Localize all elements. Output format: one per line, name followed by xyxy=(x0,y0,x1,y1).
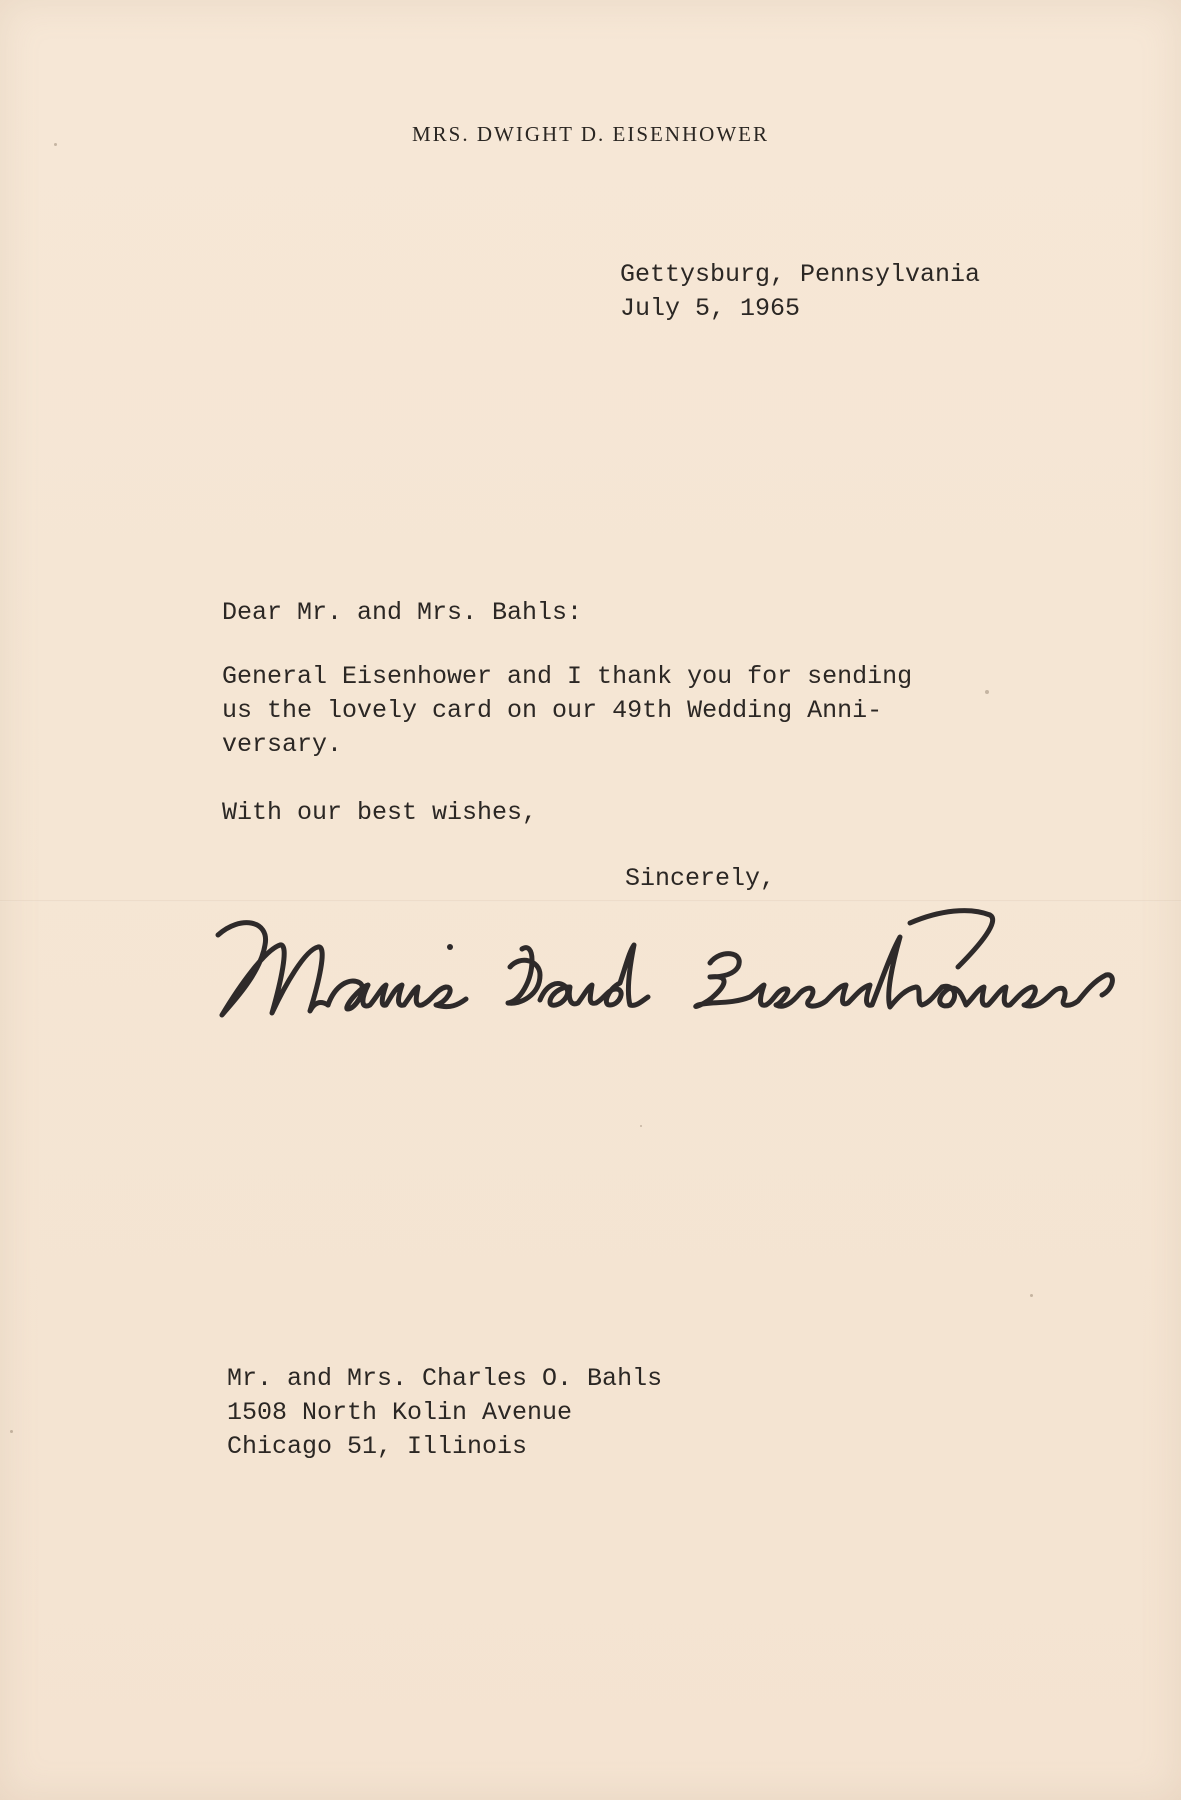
paper-fold-line xyxy=(0,900,1181,902)
place-date-block xyxy=(620,258,980,326)
place-line: Gettysburg, Pennsylvania xyxy=(620,260,981,289)
paper-speck xyxy=(1030,1294,1033,1297)
paper-speck xyxy=(985,690,989,694)
handwritten-signature xyxy=(210,905,1130,1035)
salutation: Dear Mr. and Mrs. Bahls: xyxy=(222,598,583,627)
paper-speck xyxy=(54,143,57,146)
address-line: 1508 North Kolin Avenue xyxy=(227,1398,573,1427)
body-line: us the lovely card on our 49th Wedding Anni- xyxy=(222,696,883,725)
paper-speck xyxy=(640,1125,642,1127)
valediction: Sincerely, xyxy=(625,864,776,893)
closing-wishes: With our best wishes, xyxy=(222,798,538,827)
address-line: Chicago 51, Illinois xyxy=(227,1432,528,1461)
recipient-address xyxy=(227,1362,662,1464)
address-line: Mr. and Mrs. Charles O. Bahls xyxy=(227,1364,663,1393)
body-line: General Eisenhower and I thank you for sending xyxy=(222,662,913,691)
paper-speck xyxy=(10,1430,13,1433)
body-line: versary. xyxy=(222,730,343,759)
date-line: July 5, 1965 xyxy=(620,294,801,323)
letter-body xyxy=(222,660,912,762)
letterhead: MRS. DWIGHT D. EISENHOWER xyxy=(411,122,769,146)
